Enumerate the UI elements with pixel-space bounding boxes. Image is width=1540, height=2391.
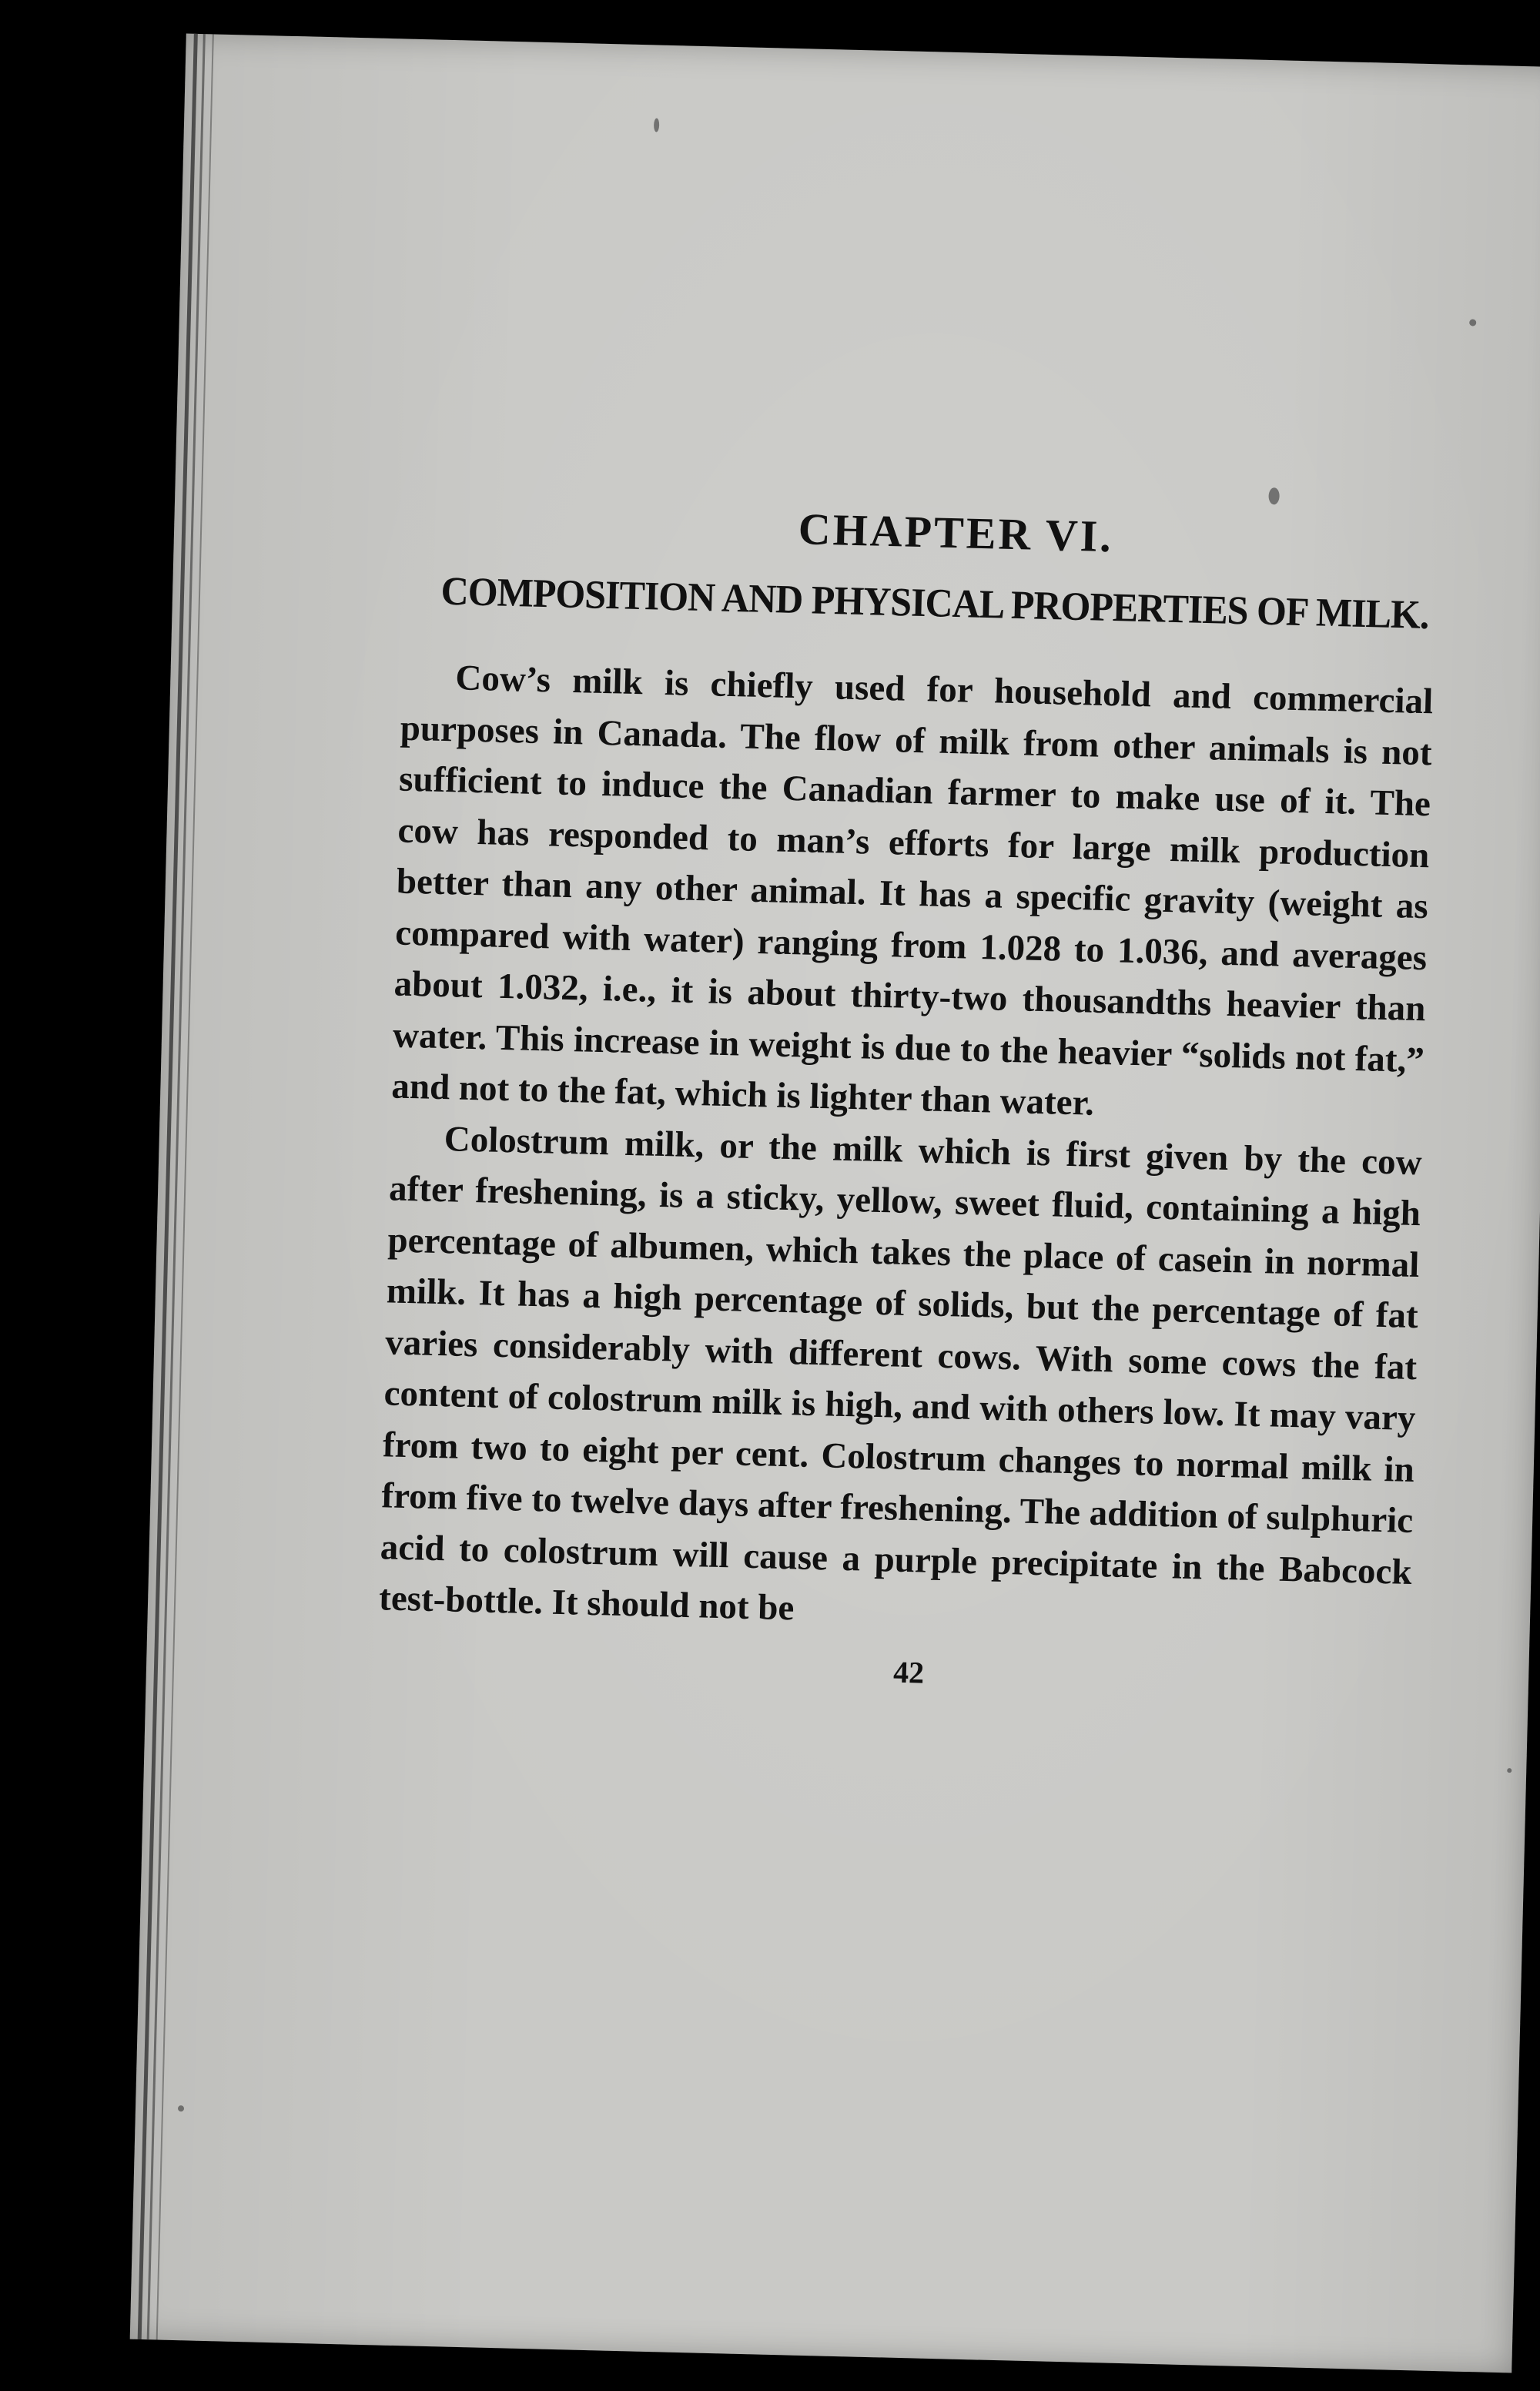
body-paragraph: Colostrum milk, or the milk which is first given by the cow after freshening, is a sticky, yellow, sweet fluid, containing a high percentage of albumen, which takes the place of casein in normal milk. It has a high percentage of solids, but the percentage of fat varies considerably with different cows. With some cows the fat content of colostrum milk is high, and with others low. It may vary from two to eight per cent. Colostrum changes to normal milk in from five to twelve days after freshening. The addition of sulphuric acid to colostrum will cause a purple precipitate in the Babcock test-bottle. It should not be <box>378 1118 1423 1629</box>
chapter-heading: CHAPTER VI. <box>798 504 1114 562</box>
spine-edge <box>147 34 206 2339</box>
scan-speck <box>654 118 659 132</box>
book-page <box>130 34 1540 2373</box>
page-number: 42 <box>892 1654 925 1690</box>
scan-speck <box>1268 487 1280 504</box>
scan-speck <box>178 2105 184 2111</box>
chapter-title: COMPOSITION AND PHYSICAL PROPERTIES OF MILK. <box>440 568 1430 638</box>
scan-speck <box>1469 319 1476 326</box>
body-paragraph: Cow’s milk is chiefly used for household and commercial purposes in Canada. The flow of milk from other animals is not sufficient to induce the Canadian farmer to make use of it. The cow has responded to man’s efforts for large milk production better than any other animal. It has a specific gravity (weight as compared with water) ranging from 1.028 to 1.036, and averages about 1.032, i.e., it is about thirty-two thousandths heavier than water. This increase in weight is due to the heavier “solids not fat,” and not to the fat, which is lighter than water. <box>390 658 1434 1124</box>
page-content <box>377 494 1438 1703</box>
spine-edge <box>138 34 198 2339</box>
scan-speck <box>1507 1768 1512 1773</box>
